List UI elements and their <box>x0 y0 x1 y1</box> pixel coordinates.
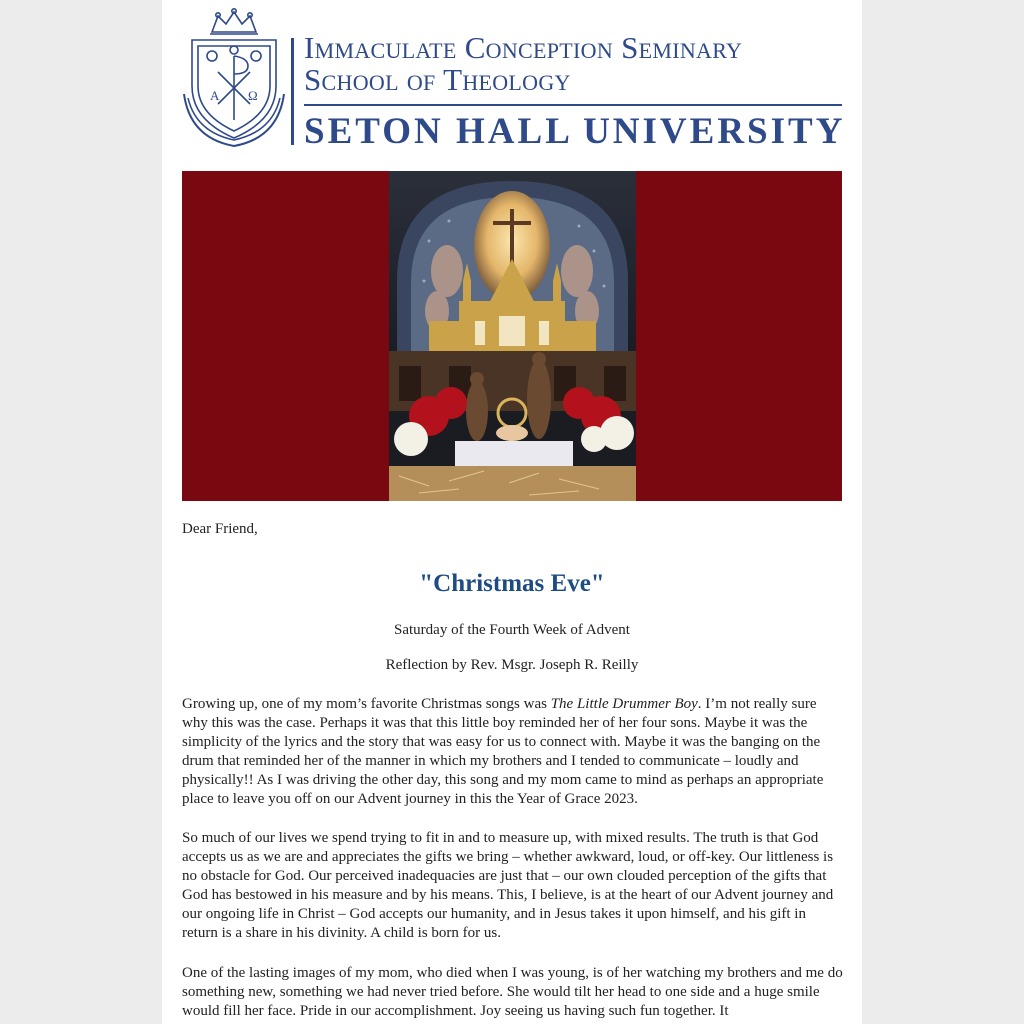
seminary-header <box>182 8 846 152</box>
byline: Reflection by Rev. Msgr. Joseph R. Reilly <box>385 657 639 673</box>
header-divider <box>291 38 294 145</box>
reflection-title: "Christmas Eve" <box>419 570 605 597</box>
seminary-name-line2: School of Theology <box>304 62 571 97</box>
paragraph-3: One of the lasting images of my mom, who died when I was young, is of her watching my brothers and me do something new, something we had never tried before. She would tilt her head to one side and a huge smile would fill her face. Pride in our accomplishment. Joy seeing us having such fun together. It <box>182 965 843 1020</box>
university-name: SETON HALL UNIVERSITY <box>304 111 846 152</box>
svg-text:Ω: Ω <box>248 88 258 103</box>
hero-banner <box>182 171 842 501</box>
nativity-altar-photo <box>389 171 636 501</box>
seminary-crest-logo <box>182 8 286 150</box>
seminary-name-line1: Immaculate Conception Seminary <box>304 30 743 65</box>
paragraph-1-rest: . I’m not really sure why this was the case. Perhaps it was that this little boy reminded her of her four sons. Maybe it was the simplicity of the lyrics and the story that was easy for us to connect with. Maybe it was the banging on the drum that reminded her of the manner in which my brothers and I tended to communicate – loudly and physically!! As I was driving the other day, this song and my mom came to mind as perhaps an appropriate place to leave you off on our Advent journey in this the Year of Grace 2023. <box>182 696 824 808</box>
liturgical-day: Saturday of the Fourth Week of Advent <box>394 622 630 638</box>
header-rule <box>304 104 842 106</box>
paragraph-2: So much of our lives we spend trying to fit in and to measure up, with mixed results. The truth is that God accepts us as we are and appreciates the gifts we bring – whether awkward, loud, or off-key. Our littleness is no obstacle for God. Our perceived inadequacies are just that – our own clouded perception of the gifts that God has bestowed in his measure and by his means. This, I believe, is at the heart of our Advent journey and our ongoing life in Christ – God accepts our humanity, and in Jesus takes it upon himself, and his gift in return is a share in his divinity. A child is born for us. <box>182 830 834 942</box>
paragraph-1 <box>182 695 844 810</box>
song-title: The Little Drummer Boy <box>550 696 698 712</box>
svg-text:A: A <box>210 88 220 103</box>
seminary-name <box>304 32 844 96</box>
email-page <box>162 0 862 1024</box>
greeting: Dear Friend, <box>182 521 258 537</box>
paragraph-1-start: Growing up, one of my mom’s favorite Christmas songs was <box>182 696 551 712</box>
